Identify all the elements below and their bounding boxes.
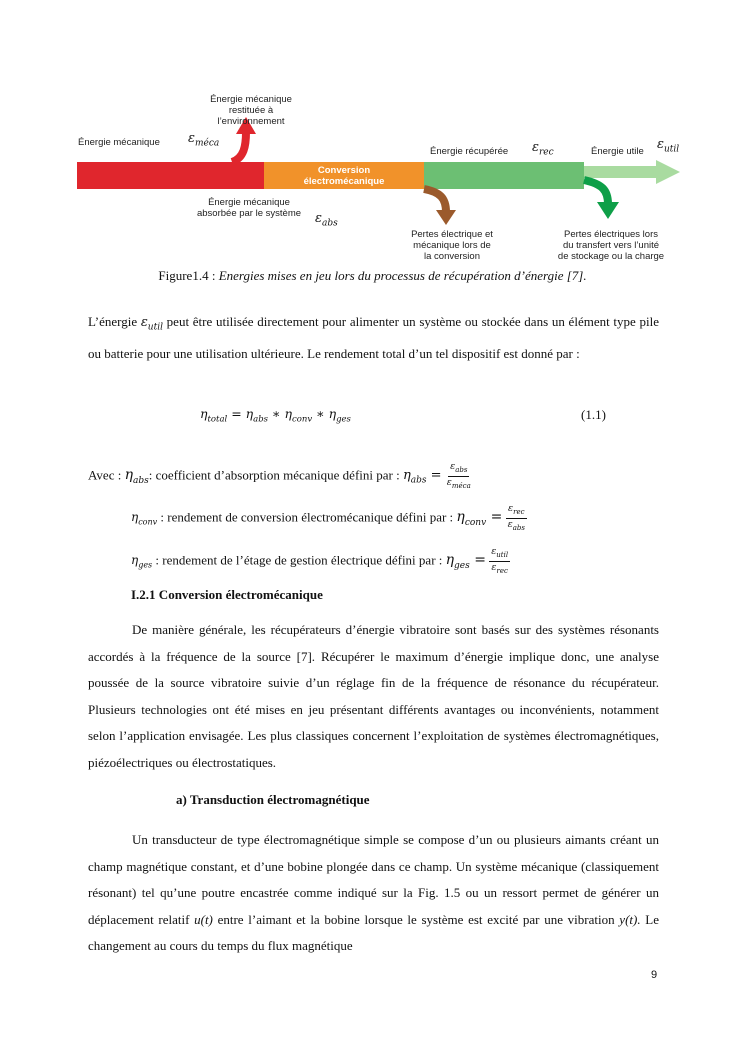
equation-number: (1.1) [581,407,606,422]
definition-abs: Avec : $\eta_{abs}$: coefficient d’absorption mécanique défini par : $\eta_{abs}$ = $\frac{\varepsilon_{abs}}{\varepsilon_{méca}}$ [88,461,471,490]
inline-eps-util: $\varepsilon_{util}$ [140,315,163,333]
pertes-transfert-arrow [584,180,608,204]
symbol-eps-rec: $\varepsilon_{rec}$ [532,140,554,158]
symbol-eps-util: $\varepsilon_{util}$ [657,137,680,155]
label-restituee: Énergie mécanique restituée à l’environnement [210,94,292,127]
label-pertes-conversion: Pertes électrique et mécanique lors de la conversion [411,229,493,262]
definition-ges: $\eta_{ges}$ : rendement de l’étage de gestion électrique défini par : $\eta_{ges}$ = $\frac{\varepsilon_{util}}{\varepsilon_{rec}}$ [131,546,509,575]
pertes-conversion-arrow-head [436,210,456,225]
pertes-conversion-arrow [424,189,446,212]
label-absorbee: Énergie mécanique absorbée par le système [196,197,302,219]
light-green-arrow-segment [584,160,680,184]
symbol-eps-abs: $\varepsilon_{abs}$ [315,211,338,229]
definition-conv: $\eta_{conv}$ : rendement de conversion électromécanique défini par : $\eta_{conv}$ = $\frac{\varepsilon_{rec}}{\varepsilon_{abs}}$ [131,503,525,532]
figure-caption: Figure1.4 : Energies mises en jeu lors du processus de récupération d’énergie [7]. [158,268,587,283]
paragraph-util: L’énergie $\varepsilon_{util}$ peut être utilisée directement pour alimenter un système ou stockée dans un élément type pile ou batterie pour une utilisation ultérieure. Le rendement total d’un tel dispositif est donné par : [88,314,659,362]
label-conversion: Conversion électromécanique [303,165,385,187]
restituee-up-arrow [232,132,246,162]
subsection-heading: a) Transduction électromagnétique [176,792,370,807]
label-recuperee: Énergie récupérée [430,146,509,157]
label-energie-mecanique: Énergie mécanique [78,137,160,148]
green-bar-segment [424,162,584,189]
page-number: 9 [651,969,658,981]
equation-total: $\eta_{total} = \eta_{abs}$ ∗ $\eta_{conv}$ ∗ $\eta_{ges}$ [200,406,351,425]
pertes-transfert-arrow-head [597,202,619,219]
subsection-paragraph: Un transducteur de type électromagnétique simple se compose d’un ou plusieurs aimants créant un champ magnétique constant, et d’une bobine plongée dans ce champ. Un système mécanique (classiquement résonant) tel qu’une poutre encastrée comme indiqué sur la Fig. 1.5 ou un ressort permet de générer un déplacement relatif u(t) entre l’aimant et la bobine lorsque le système est excité par une vibration y(t). Le changement au cours du temps du flux magnétique [88,832,659,953]
label-pertes-transfert: Pertes électriques lors du transfert vers l’unité de stockage ou la charge [557,229,665,262]
symbol-eps-meca: $\varepsilon_{méca}$ [188,131,220,149]
label-utile: Énergie utile [591,146,644,157]
section-heading: I.2.1 Conversion électromécanique [131,587,323,602]
red-bar-segment [77,162,264,189]
section-paragraph: De manière générale, les récupérateurs d’énergie vibratoire sont basés sur des systèmes résonants accordés à la fréquence de la source [7]. Récupérer le maximum d’énergie implique donc, une analyse poussée de la source vibratoire suivie d’un réglage fin de la fréquence de résonance du récupérateur. Plusieurs technologies ont été mises en jeu présentant différents avantages ou inconvénients, notamment selon l’application envisagée. Les plus classiques concernent l’exploitation de systèmes électromagnétiques, piézoélectriques ou électrostatiques. [88,622,659,770]
